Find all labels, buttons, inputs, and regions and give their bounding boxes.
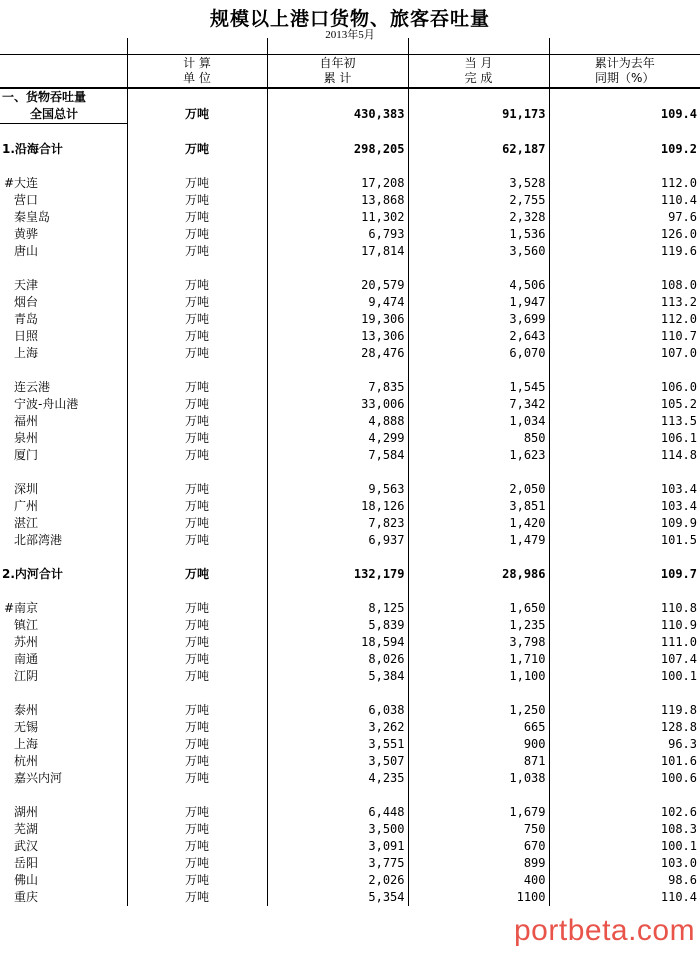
yoy-cell: 109.2 (549, 141, 700, 158)
port-name: 上海 (0, 345, 127, 362)
port-name: 无锡 (0, 719, 127, 736)
port-row (0, 753, 700, 770)
port-name: 芜湖 (0, 821, 127, 838)
port-name: 镇江 (0, 617, 127, 634)
month-cell: 665 (408, 719, 549, 736)
unit-cell: 万吨 (127, 566, 267, 583)
unit-cell: 万吨 (127, 600, 267, 617)
throughput-table (0, 38, 700, 906)
ytd-cell: 33,006 (267, 396, 408, 413)
port-row (0, 515, 700, 532)
unit-cell: 万吨 (127, 192, 267, 209)
month-cell: 1,947 (408, 294, 549, 311)
port-row (0, 226, 700, 243)
month-cell: 1100 (408, 889, 549, 906)
unit-cell: 万吨 (127, 651, 267, 668)
unit-cell: 万吨 (127, 498, 267, 515)
month-cell: 1,420 (408, 515, 549, 532)
port-row (0, 447, 700, 464)
ytd-cell: 6,793 (267, 226, 408, 243)
report-title: 规模以上港口货物、旅客吞吐量 (209, 8, 490, 30)
month-cell: 1,038 (408, 770, 549, 787)
port-row (0, 498, 700, 515)
subtotal-row (0, 141, 700, 158)
ytd-cell: 430,383 (267, 106, 408, 124)
month-cell: 62,187 (408, 141, 549, 158)
unit-cell: 万吨 (127, 515, 267, 532)
ytd-cell: 5,839 (267, 617, 408, 634)
port-name: 宁波-舟山港 (0, 396, 127, 413)
spacer-row (0, 124, 700, 142)
month-cell: 28,986 (408, 566, 549, 583)
yoy-cell: 106.1 (549, 430, 700, 447)
port-row (0, 379, 700, 396)
month-cell: 1,479 (408, 532, 549, 549)
ytd-cell: 28,476 (267, 345, 408, 362)
port-row (0, 889, 700, 906)
ytd-cell: 7,835 (267, 379, 408, 396)
port-name: 重庆 (0, 889, 127, 906)
port-row (0, 192, 700, 209)
spacer-row (0, 583, 700, 600)
port-name: 江阴 (0, 668, 127, 685)
unit-cell: 万吨 (127, 209, 267, 226)
port-name: 日照 (0, 328, 127, 345)
ytd-cell: 4,235 (267, 770, 408, 787)
ytd-cell: 6,448 (267, 804, 408, 821)
ytd-cell: 6,937 (267, 532, 408, 549)
unit-cell: 万吨 (127, 379, 267, 396)
port-name: 上海 (0, 736, 127, 753)
month-cell: 850 (408, 430, 549, 447)
header-row-1 (0, 55, 700, 72)
unit-cell: 万吨 (127, 532, 267, 549)
port-name: 北部湾港 (0, 532, 127, 549)
unit-cell: 万吨 (127, 294, 267, 311)
yoy-cell: 97.6 (549, 209, 700, 226)
unit-cell: 万吨 (127, 277, 267, 294)
section-row (0, 88, 700, 106)
unit-cell: 万吨 (127, 770, 267, 787)
port-name: 武汉 (0, 838, 127, 855)
port-row (0, 328, 700, 345)
report-date: 2013年5月 (325, 29, 375, 41)
unit-cell: 万吨 (127, 668, 267, 685)
unit-cell: 万吨 (127, 311, 267, 328)
yoy-cell: 108.0 (549, 277, 700, 294)
month-cell: 899 (408, 855, 549, 872)
unit-cell: 万吨 (127, 821, 267, 838)
month-cell: 670 (408, 838, 549, 855)
port-row (0, 702, 700, 719)
port-name: 青岛 (0, 311, 127, 328)
month-cell: 91,173 (408, 106, 549, 124)
unit-cell: 万吨 (127, 838, 267, 855)
unit-cell: 万吨 (127, 889, 267, 906)
port-name: 天津 (0, 277, 127, 294)
port-row (0, 668, 700, 685)
spacer-row (0, 685, 700, 702)
month-cell: 3,528 (408, 175, 549, 192)
month-cell: 1,250 (408, 702, 549, 719)
ytd-cell: 132,179 (267, 566, 408, 583)
ytd-cell: 17,814 (267, 243, 408, 260)
ytd-cell: 8,125 (267, 600, 408, 617)
month-cell: 3,851 (408, 498, 549, 515)
yoy-cell: 106.0 (549, 379, 700, 396)
unit-cell: 万吨 (127, 481, 267, 498)
ytd-cell: 298,205 (267, 141, 408, 158)
month-cell: 1,536 (408, 226, 549, 243)
port-row (0, 821, 700, 838)
header-ytd-line2: 累 计 (267, 71, 408, 88)
yoy-cell: 110.4 (549, 192, 700, 209)
unit-cell: 万吨 (127, 106, 267, 124)
ytd-cell: 4,299 (267, 430, 408, 447)
port-name: 黄骅 (0, 226, 127, 243)
port-name: 佛山 (0, 872, 127, 889)
table-body (0, 38, 700, 906)
yoy-cell: 110.8 (549, 600, 700, 617)
month-cell: 900 (408, 736, 549, 753)
yoy-cell: 119.6 (549, 243, 700, 260)
yoy-cell: 98.6 (549, 872, 700, 889)
unit-cell: 万吨 (127, 430, 267, 447)
unit-cell: 万吨 (127, 345, 267, 362)
port-name: 全国总计 (0, 106, 127, 124)
header-row-2 (0, 71, 700, 88)
port-name: 南通 (0, 651, 127, 668)
ytd-cell: 2,026 (267, 872, 408, 889)
yoy-cell: 101.6 (549, 753, 700, 770)
ytd-cell: 3,551 (267, 736, 408, 753)
yoy-cell: 102.6 (549, 804, 700, 821)
port-name: #南京 (0, 600, 127, 617)
watermark-text: portbeta.com (514, 914, 696, 947)
ytd-cell: 3,262 (267, 719, 408, 736)
ytd-cell: 7,823 (267, 515, 408, 532)
unit-cell: 万吨 (127, 753, 267, 770)
port-row (0, 175, 700, 192)
yoy-cell: 109.9 (549, 515, 700, 532)
ytd-cell: 3,500 (267, 821, 408, 838)
port-name: #大连 (0, 175, 127, 192)
ytd-cell: 18,126 (267, 498, 408, 515)
port-name: 1.沿海合计 (0, 141, 127, 158)
yoy-cell: 105.2 (549, 396, 700, 413)
port-name: 厦门 (0, 447, 127, 464)
total-row (0, 106, 700, 124)
unit-cell: 万吨 (127, 243, 267, 260)
ytd-cell: 4,888 (267, 413, 408, 430)
unit-cell: 万吨 (127, 396, 267, 413)
spacer-row (0, 260, 700, 277)
port-name: 营口 (0, 192, 127, 209)
unit-cell: 万吨 (127, 413, 267, 430)
month-cell: 1,235 (408, 617, 549, 634)
unit-cell: 万吨 (127, 226, 267, 243)
month-cell: 3,560 (408, 243, 549, 260)
yoy-cell: 100.1 (549, 838, 700, 855)
yoy-cell: 113.5 (549, 413, 700, 430)
port-name: 湛江 (0, 515, 127, 532)
port-row (0, 532, 700, 549)
unit-cell: 万吨 (127, 328, 267, 345)
yoy-cell: 119.8 (549, 702, 700, 719)
port-row (0, 736, 700, 753)
yoy-cell: 100.6 (549, 770, 700, 787)
yoy-cell: 110.7 (549, 328, 700, 345)
unit-cell: 万吨 (127, 855, 267, 872)
yoy-cell: 109.7 (549, 566, 700, 583)
header-yoy-line1: 累计为去年 (549, 55, 700, 72)
ytd-cell: 8,026 (267, 651, 408, 668)
ytd-cell: 3,507 (267, 753, 408, 770)
port-row (0, 838, 700, 855)
port-row (0, 600, 700, 617)
month-cell: 3,798 (408, 634, 549, 651)
yoy-cell: 109.4 (549, 106, 700, 124)
ytd-cell: 7,584 (267, 447, 408, 464)
unit-cell: 万吨 (127, 617, 267, 634)
header-unit-line2: 单 位 (127, 71, 267, 88)
port-name: 岳阳 (0, 855, 127, 872)
ytd-cell: 20,579 (267, 277, 408, 294)
ytd-cell: 6,038 (267, 702, 408, 719)
month-cell: 2,328 (408, 209, 549, 226)
month-cell: 1,650 (408, 600, 549, 617)
yoy-cell: 112.0 (549, 175, 700, 192)
port-row (0, 872, 700, 889)
yoy-cell: 111.0 (549, 634, 700, 651)
yoy-cell: 103.4 (549, 481, 700, 498)
month-cell: 4,506 (408, 277, 549, 294)
spacer-row (0, 464, 700, 481)
month-cell: 400 (408, 872, 549, 889)
port-row (0, 430, 700, 447)
month-cell: 2,643 (408, 328, 549, 345)
month-cell: 1,623 (408, 447, 549, 464)
unit-cell: 万吨 (127, 175, 267, 192)
month-cell: 750 (408, 821, 549, 838)
header-unit-line1: 计 算 (127, 55, 267, 72)
yoy-cell: 96.3 (549, 736, 700, 753)
throughput-table-container (0, 38, 700, 906)
yoy-cell: 126.0 (549, 226, 700, 243)
month-cell: 6,070 (408, 345, 549, 362)
port-name: 嘉兴内河 (0, 770, 127, 787)
month-cell: 1,034 (408, 413, 549, 430)
port-row (0, 651, 700, 668)
month-cell: 1,545 (408, 379, 549, 396)
month-cell: 871 (408, 753, 549, 770)
port-name: 深圳 (0, 481, 127, 498)
port-name: 连云港 (0, 379, 127, 396)
port-name: 泉州 (0, 430, 127, 447)
port-name: 广州 (0, 498, 127, 515)
port-name: 福州 (0, 413, 127, 430)
unit-cell: 万吨 (127, 447, 267, 464)
port-name: 苏州 (0, 634, 127, 651)
ytd-cell: 9,563 (267, 481, 408, 498)
port-name: 湖州 (0, 804, 127, 821)
top-rule-row (0, 38, 700, 55)
month-cell: 2,755 (408, 192, 549, 209)
ytd-cell: 13,306 (267, 328, 408, 345)
port-name: 唐山 (0, 243, 127, 260)
port-row (0, 396, 700, 413)
month-cell: 2,050 (408, 481, 549, 498)
unit-cell: 万吨 (127, 634, 267, 651)
unit-cell: 万吨 (127, 804, 267, 821)
month-cell: 7,342 (408, 396, 549, 413)
header-yoy-line2: 同期（%） (549, 71, 700, 88)
port-row (0, 719, 700, 736)
spacer-row (0, 362, 700, 379)
port-name: 2.内河合计 (0, 566, 127, 583)
unit-cell: 万吨 (127, 719, 267, 736)
ytd-cell: 19,306 (267, 311, 408, 328)
port-row (0, 277, 700, 294)
port-row (0, 209, 700, 226)
spacer-row (0, 158, 700, 175)
unit-cell: 万吨 (127, 872, 267, 889)
month-cell: 1,710 (408, 651, 549, 668)
port-row (0, 617, 700, 634)
port-name: 秦皇岛 (0, 209, 127, 226)
unit-cell: 万吨 (127, 702, 267, 719)
header-month-line2: 完 成 (408, 71, 549, 88)
yoy-cell: 110.9 (549, 617, 700, 634)
month-cell: 3,699 (408, 311, 549, 328)
port-row (0, 243, 700, 260)
yoy-cell: 103.4 (549, 498, 700, 515)
port-row (0, 481, 700, 498)
port-name: 泰州 (0, 702, 127, 719)
port-row (0, 855, 700, 872)
spacer-row (0, 549, 700, 566)
ytd-cell: 17,208 (267, 175, 408, 192)
port-row (0, 634, 700, 651)
port-row (0, 804, 700, 821)
ytd-cell: 5,384 (267, 668, 408, 685)
ytd-cell: 5,354 (267, 889, 408, 906)
header-month-line1: 当 月 (408, 55, 549, 72)
port-name: 杭州 (0, 753, 127, 770)
yoy-cell: 114.8 (549, 447, 700, 464)
unit-cell: 万吨 (127, 141, 267, 158)
ytd-cell: 18,594 (267, 634, 408, 651)
ytd-cell: 13,868 (267, 192, 408, 209)
yoy-cell: 101.5 (549, 532, 700, 549)
yoy-cell: 112.0 (549, 311, 700, 328)
yoy-cell: 113.2 (549, 294, 700, 311)
ytd-cell: 3,775 (267, 855, 408, 872)
yoy-cell: 108.3 (549, 821, 700, 838)
month-cell: 1,679 (408, 804, 549, 821)
header-ytd-line1: 自年初 (267, 55, 408, 72)
yoy-cell: 107.4 (549, 651, 700, 668)
unit-cell: 万吨 (127, 736, 267, 753)
yoy-cell: 103.0 (549, 855, 700, 872)
yoy-cell: 128.8 (549, 719, 700, 736)
yoy-cell: 110.4 (549, 889, 700, 906)
subtotal-row (0, 566, 700, 583)
port-row (0, 413, 700, 430)
ytd-cell: 9,474 (267, 294, 408, 311)
ytd-cell: 11,302 (267, 209, 408, 226)
port-row (0, 311, 700, 328)
port-row (0, 294, 700, 311)
yoy-cell: 107.0 (549, 345, 700, 362)
spacer-row (0, 787, 700, 804)
port-row (0, 345, 700, 362)
port-row (0, 770, 700, 787)
ytd-cell: 3,091 (267, 838, 408, 855)
port-name: 烟台 (0, 294, 127, 311)
month-cell: 1,100 (408, 668, 549, 685)
yoy-cell: 100.1 (549, 668, 700, 685)
section-label: 一、货物吞吐量 (0, 88, 127, 106)
